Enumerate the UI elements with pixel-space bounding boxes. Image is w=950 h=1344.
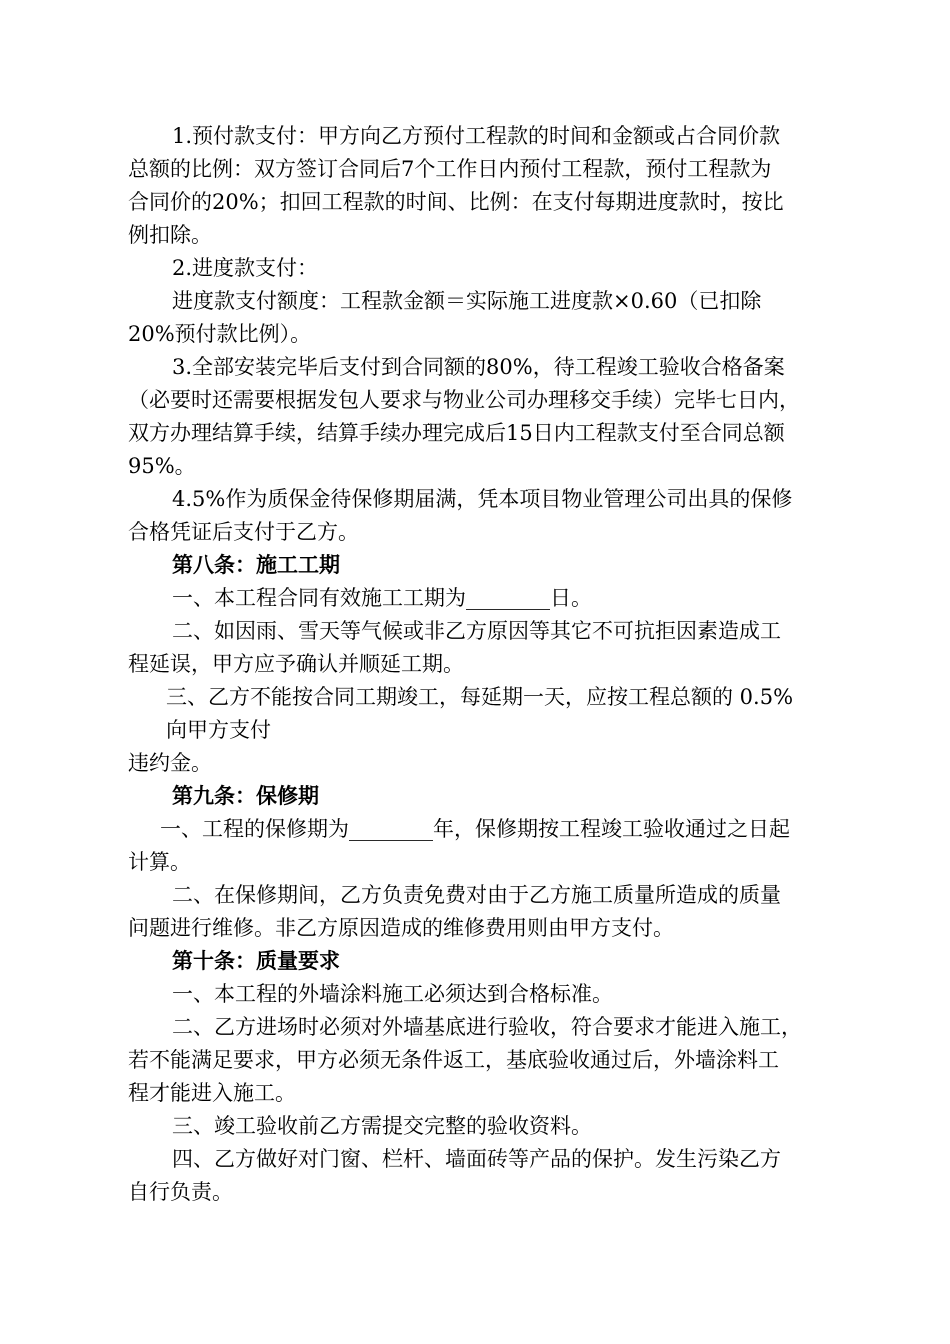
para-prepayment-line-1: 1.预付款支付：甲方向乙方预付工程款的时间和金额或占合同价款 (172, 124, 781, 148)
article-9-item-2-line-2: 问题进行维修。非乙方原因造成的维修费用则由甲方支付。 (128, 916, 674, 940)
para-prepayment-line-2: 总额的比例：双方签订合同后7个工作日内预付工程款，预付工程款为 (128, 157, 772, 181)
article-10-item-3: 三、竣工验收前乙方需提交完整的验收资料。 (172, 1114, 592, 1138)
para-prepayment-line-4: 例扣除。 (128, 223, 212, 247)
section-heading-article-8: 第八条：施工工期 (172, 552, 340, 577)
article-8-item-3-line-3: 违约金。 (128, 751, 212, 775)
para-installation-line-2: （必要时还需要根据发包人要求与物业公司办理移交手续）完毕七日内， (128, 388, 800, 412)
article-10-item-2-line-3: 程才能进入施工。 (128, 1081, 296, 1105)
section-heading-article-9: 第九条：保修期 (172, 783, 319, 808)
para-progress-line-2: 20%预付款比例）。 (128, 322, 312, 346)
article-8-item-3-line-2: 向甲方支付 (166, 718, 271, 742)
article-8-item-3-line-1: 三、乙方不能按合同工期竣工，每延期一天，应按工程总额的 0.5% (166, 685, 794, 709)
article-10-item-4-line-2: 自行负责。 (128, 1180, 233, 1204)
article-10-item-1: 一、本工程的外墙涂料施工必须达到合格标准。 (172, 982, 613, 1006)
article-8-item-2-line-1: 二、如因雨、雪天等气候或非乙方原因等其它不可抗拒因素造成工 (172, 619, 781, 643)
article-9-item-2-line-1: 二、在保修期间，乙方负责免费对由于乙方施工质量所造成的质量 (172, 883, 781, 907)
para-warranty-deposit-line-1: 4.5%作为质保金待保修期届满，凭本项目物业管理公司出具的保修 (172, 487, 793, 511)
para-warranty-deposit-line-2: 合格凭证后支付于乙方。 (128, 520, 359, 544)
para-progress-line-1: 进度款支付额度：工程款金额＝实际施工进度款×0.60（已扣除 (172, 289, 762, 313)
article-8-item-2-line-2: 程延误，甲方应予确认并顺延工期。 (128, 652, 464, 676)
para-prepayment-line-3: 合同价的20%；扣回工程款的时间、比例：在支付每期进度款时，按比 (128, 190, 784, 214)
article-9-item-1-line-2: 计算。 (128, 850, 191, 874)
para-installation-line-4: 95%。 (128, 454, 196, 478)
article-10-item-4-line-1: 四、乙方做好对门窗、栏杆、墙面砖等产品的保护。发生污染乙方 (172, 1147, 781, 1171)
article-10-item-2-line-2: 若不能满足要求，甲方必须无条件返工，基底验收通过后，外墙涂料工 (128, 1048, 779, 1072)
article-9-item-1-line-1: 一、工程的保修期为________年，保修期按工程竣工验收通过之日起 (160, 817, 790, 841)
section-heading-article-10: 第十条：质量要求 (172, 948, 340, 973)
para-installation-line-1: 3.全部安装完毕后支付到合同额的80%，待工程竣工验收合格备案 (172, 355, 785, 379)
article-10-item-2-line-1: 二、乙方进场时必须对外墙基底进行验收，符合要求才能进入施工， (172, 1015, 802, 1039)
para-installation-line-3: 双方办理结算手续，结算手续办理完成后15日内工程款支付至合同总额 (128, 421, 785, 445)
article-8-item-1: 一、本工程合同有效施工工期为________日。 (172, 586, 592, 610)
para-progress-heading: 2.进度款支付： (172, 256, 319, 280)
